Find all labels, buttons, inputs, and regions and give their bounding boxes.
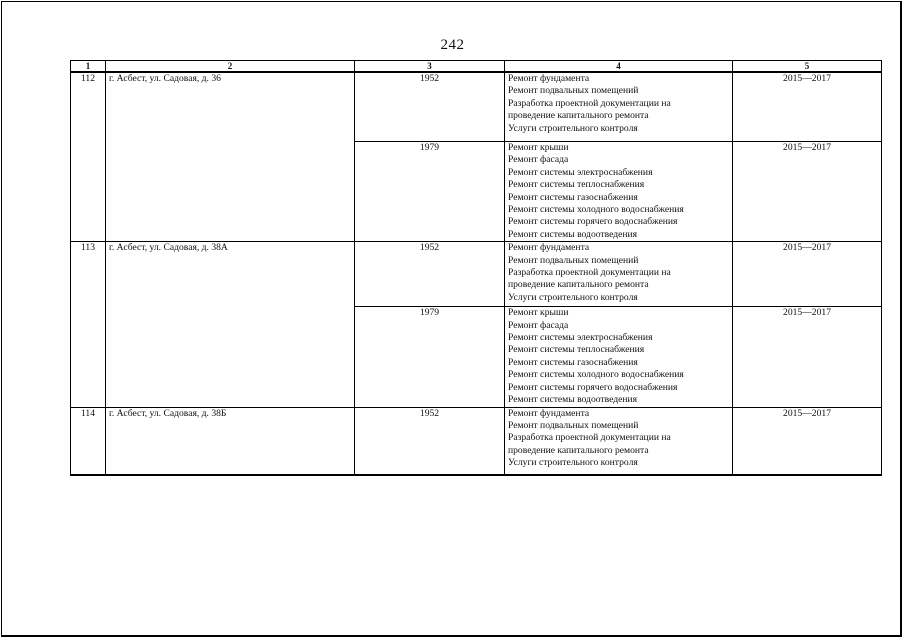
column-header-3: 3 (355, 61, 505, 73)
entry-address: г. Асбест, ул. Садовая, д. 38А (106, 242, 355, 407)
work-item: Ремонт системы газоснабжения (508, 356, 638, 368)
column-header-4: 4 (505, 61, 733, 73)
work-item: Ремонт фундамента (508, 242, 590, 254)
work-item: Услуги строительного контроля (508, 457, 638, 469)
work-item: Ремонт системы теплоснабжения (508, 179, 645, 191)
work-item: Ремонт подвальных помещений (508, 419, 639, 431)
page-number: 242 (440, 37, 465, 53)
build-year: 1952 (355, 72, 505, 142)
repair-period: 2015—2017 (733, 307, 882, 407)
repair-period: 2015—2017 (733, 242, 882, 307)
work-item: Ремонт фасада (508, 154, 569, 166)
column-number-row (71, 61, 882, 73)
repair-period: 2015—2017 (733, 72, 882, 142)
repair-schedule-table (70, 60, 882, 476)
work-item: проведение капитального ремонта (508, 110, 649, 122)
column-header-5: 5 (733, 61, 882, 73)
build-year: 1952 (355, 242, 505, 307)
work-item: Ремонт системы электроснабжения (508, 332, 653, 344)
work-item: Ремонт системы электроснабжения (508, 166, 653, 178)
work-item: проведение капитального ремонта (508, 444, 649, 456)
work-item: Ремонт системы холодного водоснабжения (508, 204, 684, 216)
work-item: Ремонт крыши (508, 307, 569, 319)
work-item: Разработка проектной документации на (508, 267, 671, 279)
work-item: Ремонт системы водоотведения (508, 228, 638, 240)
work-item: Ремонт системы горячего водоснабжения (508, 381, 678, 393)
table-row (71, 72, 882, 142)
work-item: Ремонт подвальных помещений (508, 254, 639, 266)
work-list (505, 72, 733, 142)
work-list (505, 307, 733, 407)
work-item: Разработка проектной документации на (508, 97, 671, 109)
work-item: Ремонт фундамента (508, 73, 590, 84)
repair-period: 2015—2017 (733, 142, 882, 242)
table-row (71, 242, 882, 307)
entry-address: г. Асбест, ул. Садовая, д. 38Б (106, 407, 355, 475)
column-header-1: 1 (71, 61, 106, 73)
entry-number: 114 (71, 407, 106, 475)
work-list (505, 142, 733, 242)
work-item: Разработка проектной документации на (508, 432, 671, 444)
work-item: Ремонт системы водоотведения (508, 394, 638, 406)
work-item: Услуги строительного контроля (508, 122, 638, 134)
work-list (505, 242, 733, 307)
work-item: Ремонт системы горячего водоснабжения (508, 216, 678, 228)
table-row (71, 407, 882, 475)
build-year: 1952 (355, 407, 505, 475)
work-item: Ремонт системы теплоснабжения (508, 344, 645, 356)
work-item: Ремонт фасада (508, 319, 569, 331)
work-item: Ремонт подвальных помещений (508, 85, 639, 97)
entry-address: г. Асбест, ул. Садовая, д. 36 (106, 72, 355, 242)
build-year: 1979 (355, 307, 505, 407)
work-item: Ремонт фундамента (508, 407, 590, 419)
work-item: проведение капитального ремонта (508, 279, 649, 291)
work-item: Ремонт системы холодного водоснабжения (508, 369, 684, 381)
work-item: Ремонт системы газоснабжения (508, 191, 638, 203)
work-item: Ремонт крыши (508, 142, 569, 153)
work-list (505, 407, 733, 475)
entry-number: 112 (71, 72, 106, 242)
column-header-2: 2 (106, 61, 355, 73)
work-item: Услуги строительного контроля (508, 291, 638, 303)
entry-number: 113 (71, 242, 106, 407)
repair-period: 2015—2017 (733, 407, 882, 475)
build-year: 1979 (355, 142, 505, 242)
